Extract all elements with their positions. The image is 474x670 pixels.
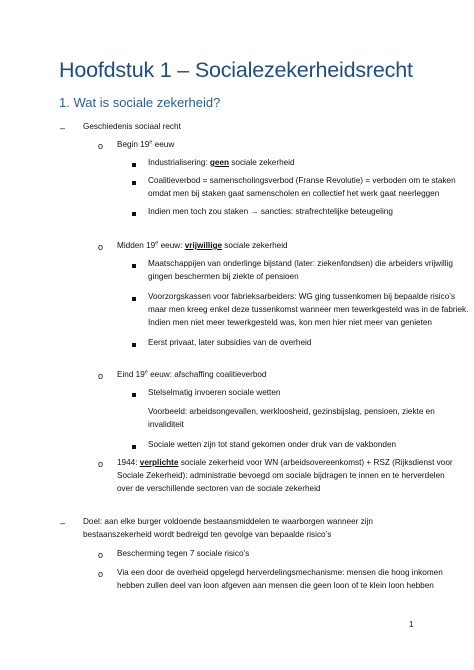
list-item-sociale-wetten: Sociale wetten zijn tot stand gekomen onder druk van de vakbonden	[148, 440, 397, 449]
list-item-coalitieverbod-1: Coalitieverbod = samenscholingsverbod (Franse Revolutie) = verboden om te staken	[148, 176, 456, 185]
list-item-1944-1: 1944: verplichte sociale zekerheid voor WN (arbeidsovereenkomst) + RSZ (Rijksdienst voor	[117, 458, 453, 467]
list-item-1944-3: over de verschillende sectoren van de sociale zekerheid	[117, 484, 321, 493]
list-item-1944-2: Sociale Zekerheid): administratie bevoegd om sociale bijdragen te innen en te herverdelen	[117, 471, 445, 480]
list-item-maatschappijen-2: gingen beschermen bij ziekte of pensioen	[148, 272, 299, 281]
list-item-staken: Indien men toch zou staken → sancties: strafrechtelijke beteugeling	[148, 207, 393, 216]
list-item-via-1: Via een door de overheid opgelegd herverdelingsmechanisme: mensen die hoog inkomen	[117, 568, 443, 577]
circle-marker: o	[98, 569, 104, 579]
dash-marker: –	[60, 518, 66, 528]
text-voorbeeld-2: invaliditeit	[148, 420, 184, 429]
section-heading: 1. Wat is sociale zekerheid?	[59, 95, 221, 110]
square-bullet	[132, 297, 136, 301]
list-item-bescherming: Bescherming tegen 7 sociale risico’s	[117, 549, 250, 558]
list-item-begin: Begin 19e eeuw	[117, 139, 175, 149]
list-item-midden: Midden 19e eeuw: vrijwillige sociale zekerheid	[117, 240, 288, 250]
square-bullet	[132, 445, 136, 449]
circle-marker: o	[98, 371, 104, 381]
square-bullet	[132, 212, 136, 216]
circle-marker: o	[98, 550, 104, 560]
page-number: 1	[409, 620, 414, 629]
arrow-icon: →	[250, 207, 259, 216]
list-item-voorzorg-3: Indien men niet meer tewerkgesteld was, kon men hier niet meer van genieten	[148, 318, 432, 327]
list-item-coalitieverbod-2: omdat men bij staken gaat samenscholen en collectief het werk gaat neerleggen	[148, 189, 440, 198]
list-item-via-2: hebben zullen deel van loon afgeven aan mensen die geen loon of te klein loon hebben	[117, 581, 434, 590]
list-item-geschiedenis: Geschiedenis sociaal recht	[83, 122, 181, 131]
list-item-industrialisering: Industrialisering: geen sociale zekerheid	[148, 158, 295, 167]
circle-marker: o	[98, 141, 104, 151]
list-item-eerst: Eerst privaat, later subsidies van de overheid	[148, 338, 312, 347]
text-voorbeeld-1: Voorbeeld: arbeidsongevallen, werkloosheid, gezinsbijslag, pensioen, ziekte en	[148, 407, 435, 416]
list-item-voorzorg-2: maar men kreeg enkel deze tussenkomst wanneer men tewerkgesteld was in de fabriek.	[148, 305, 469, 314]
chapter-title: Hoofdstuk 1 – Socialezekerheidsrecht	[59, 58, 413, 82]
square-bullet	[132, 181, 136, 185]
square-bullet	[132, 163, 136, 167]
circle-marker: o	[98, 242, 104, 252]
list-item-doel-2: bestaanszekerheid wordt bedreigd ten gevolge van bepaalde risico’s	[83, 530, 332, 539]
list-item-voorzorg-1: Voorzorgskassen voor fabrieksarbeiders: WG ging tussenkomen bij bepaalde risico’s	[148, 292, 456, 301]
dash-marker: –	[60, 123, 66, 133]
circle-marker: o	[98, 459, 104, 469]
square-bullet	[132, 343, 136, 347]
list-item-eind: Eind 19e eeuw: afschaffing coalitieverbod	[117, 369, 267, 379]
list-item-doel-1: Doel: aan elke burger voldoende bestaansmiddelen te waarborgen wanneer zijn	[83, 517, 373, 526]
list-item-stelselmatig: Stelselmatig invoeren sociale wetten	[148, 388, 281, 397]
square-bullet	[132, 264, 136, 268]
square-bullet	[132, 393, 136, 397]
list-item-maatschappijen-1: Maatschappijen van onderlinge bijstand (later: ziekenfondsen) die arbeiders vrijwillig	[148, 259, 453, 268]
